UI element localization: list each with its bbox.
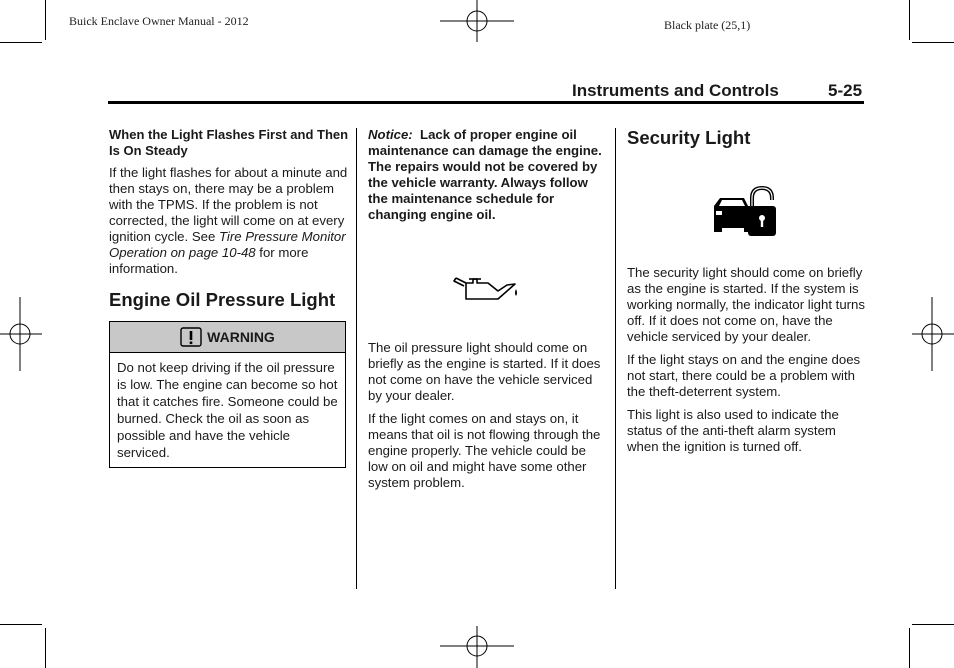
notice-label: Notice: bbox=[368, 127, 413, 142]
column-divider-2 bbox=[615, 128, 616, 589]
column-3 bbox=[627, 127, 867, 159]
column-3-body bbox=[627, 265, 867, 462]
oil-paragraph-1: The oil pressure light should come on briefly as the engine is started. If it does not come on have the vehicle serviced by your dealer. bbox=[368, 340, 601, 403]
notice-paragraph bbox=[368, 127, 606, 223]
registration-mark-right-icon bbox=[912, 297, 954, 371]
security-paragraph-3: This light is also used to indicate the status of the anti-theft alarm system when the ignition is turned off. bbox=[627, 407, 839, 454]
tpms-reference-link[interactable]: Tire Pressure Monitor Operation on page 10-48 bbox=[109, 229, 346, 260]
warning-label: WARNING bbox=[207, 329, 275, 345]
security-paragraph-2: If the light stays on and the engine does not start, there could be a problem with the theft-deterrent system. bbox=[627, 352, 861, 399]
warning-box bbox=[109, 321, 346, 468]
registration-mark-bottom-icon bbox=[440, 626, 514, 668]
tpms-text: If the light flashes for about a minute and then stays on, there may be a problem with the TPMS. If the problem is not corrected, the light will come on at every ignition cycle. See bbox=[109, 165, 348, 244]
column-2 bbox=[368, 127, 606, 230]
section-title-oil-pressure: Engine Oil Pressure Light bbox=[109, 289, 336, 310]
column-1 bbox=[109, 127, 349, 468]
registration-mark-top-icon bbox=[440, 0, 514, 42]
plate-left-text: Buick Enclave Owner Manual - 2012 bbox=[69, 14, 249, 28]
warning-exclamation-icon bbox=[180, 327, 202, 347]
security-lock-car-icon bbox=[712, 184, 778, 238]
oil-paragraph-2: If the light comes on and stays on, it means that oil is not flowing through the engine properly. The vehicle could be low on oil and might have some other system problem. bbox=[368, 411, 601, 490]
running-header-section: Instruments and Controls bbox=[572, 81, 779, 100]
warning-header bbox=[110, 322, 345, 353]
warning-text: Do not keep driving if the oil pressure is low. The engine can become so hot that it catches fire. Someone could be burned. Check the oil as soon as possible and have the vehicle serviced. bbox=[117, 360, 338, 460]
tpms-paragraph bbox=[109, 165, 349, 277]
plate-right-text: Black plate (25,1) bbox=[664, 18, 751, 32]
header-rule bbox=[108, 101, 864, 104]
running-header-page: 5-25 bbox=[828, 81, 863, 100]
registration-mark-left-icon bbox=[0, 297, 42, 371]
security-paragraph-1: The security light should come on briefly as the engine is started. If the system is working normally, the indicator light turns off. If it does not come on, have the vehicle serviced by your dealer. bbox=[627, 265, 865, 344]
subhead-flashes: When the Light Flashes First and Then Is On Steady bbox=[109, 127, 349, 158]
oil-can-icon bbox=[452, 272, 522, 304]
tpms-text-end: for more information. bbox=[109, 245, 309, 276]
notice-text: Lack of proper engine oil maintenance can damage the engine. The repairs would not be covered by the vehicle warranty. Always follow the maintenance schedule for changing engine oil. bbox=[368, 127, 602, 222]
column-divider-1 bbox=[356, 128, 357, 589]
section-title-security: Security Light bbox=[627, 127, 751, 148]
column-2-body bbox=[368, 340, 606, 498]
